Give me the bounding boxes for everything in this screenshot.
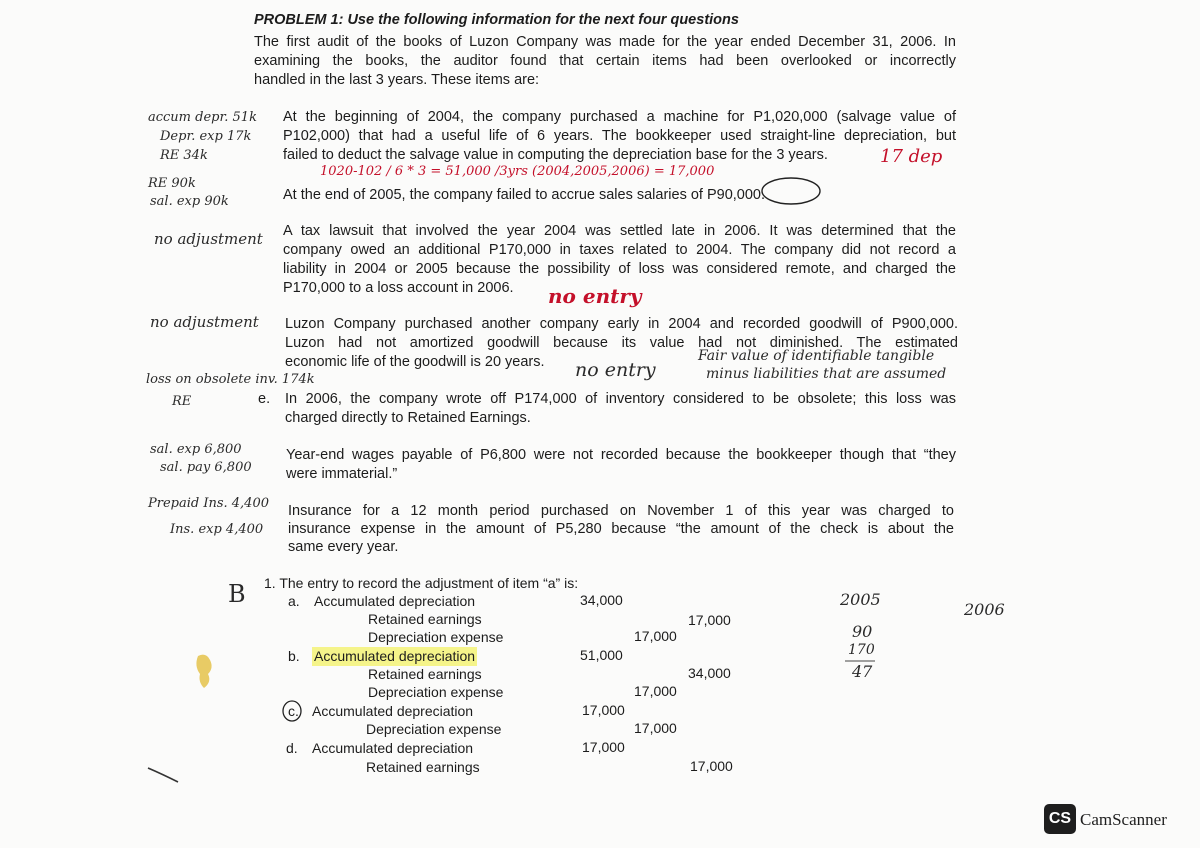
note-f-left-2: sal. pay 6,800 bbox=[160, 460, 252, 475]
note-year-2005: 2005 bbox=[840, 590, 881, 609]
option-a-credit-3: 17,000 bbox=[634, 628, 677, 644]
note-d-right: no entry bbox=[575, 359, 656, 381]
option-b-credit-3: 17,000 bbox=[634, 683, 677, 699]
option-c-debit-1: 17,000 bbox=[582, 702, 625, 718]
item-e-line-2: charged directly to Retained Earnings. bbox=[285, 410, 531, 426]
calc-rule bbox=[845, 658, 877, 664]
intro-line-2: examining the books, the auditor found that certain items had been overlooked or incorrectly bbox=[254, 53, 956, 69]
note-a-left-3: RE 34k bbox=[160, 148, 208, 163]
note-f-left-1: sal. exp 6,800 bbox=[150, 442, 242, 457]
note-g-left-1: Prepaid Ins. 4,400 bbox=[148, 496, 269, 511]
note-e-left-2: RE bbox=[172, 394, 192, 409]
item-c-line-1: A tax lawsuit that involved the year 2004 was settled late in 2006. It was determined that the bbox=[283, 223, 956, 239]
camscanner-name: CamScanner bbox=[1080, 810, 1167, 829]
option-c-credit-2: 17,000 bbox=[634, 720, 677, 736]
item-a-line-2: P102,000) that had a useful life of 6 years. The bookkeeper used straight-line depreciation, but bbox=[283, 128, 956, 144]
note-e-left-1: loss on obsolete inv. 174k bbox=[146, 372, 315, 387]
intro-line-3: handled in the last 3 years. These items are: bbox=[254, 72, 540, 88]
note-d-left: no adjustment bbox=[150, 313, 259, 331]
option-d-debit-1: 17,000 bbox=[582, 739, 625, 755]
note-a-left-1: accum depr. 51k bbox=[148, 110, 257, 125]
option-d-credit-2: 17,000 bbox=[690, 758, 733, 774]
note-b-left-2: sal. exp 90k bbox=[150, 194, 229, 209]
note-calc-1: 90 bbox=[852, 622, 873, 641]
note-calc-3: 47 bbox=[852, 662, 873, 681]
note-a-calc: 1020-102 / 6 * 3 = 51,000 /3yrs (2004,2005,2006) = 17,000 bbox=[320, 164, 715, 179]
option-d-account-2: Retained earnings bbox=[366, 759, 480, 775]
item-f-line-2: were immaterial.” bbox=[286, 466, 398, 482]
note-c-right: no entry bbox=[548, 284, 642, 308]
item-g-line-2: insurance expense in the amount of P5,280 because “the amount of the check is about the bbox=[288, 521, 954, 537]
note-a-left-2: Depr. exp 17k bbox=[160, 129, 252, 144]
note-d-paren-1: Fair value of identifiable tangible bbox=[698, 348, 935, 364]
item-c-line-4: P170,000 to a loss account in 2006. bbox=[283, 280, 514, 296]
option-b-debit-1: 51,000 bbox=[580, 647, 623, 663]
item-c-line-2: company owed an additional P170,000 in taxes related to 2004. The company did not record a bbox=[283, 242, 956, 258]
note-b-left-1: RE 90k bbox=[148, 176, 196, 191]
note-calc-2: 170 bbox=[848, 642, 875, 658]
option-c-letter: c. bbox=[288, 703, 299, 719]
item-f-line-1: Year-end wages payable of P6,800 were not recorded because the bookkeeper though that “they bbox=[286, 447, 956, 463]
option-c-account-2: Depreciation expense bbox=[366, 721, 502, 737]
p90000-circle bbox=[760, 176, 822, 206]
option-a-credit-2: 17,000 bbox=[688, 612, 731, 628]
item-b-text: At the end of 2005, the company failed to accrue sales salaries of P90,000. bbox=[283, 187, 766, 203]
item-a-line-3: failed to deduct the salvage value in computing the depreciation base for the 3 years. bbox=[283, 147, 828, 163]
option-a-account-2: Retained earnings bbox=[368, 611, 482, 627]
item-g-line-3: same every year. bbox=[288, 539, 399, 555]
option-a-letter: a. bbox=[288, 593, 300, 609]
option-b-account-2: Retained earnings bbox=[368, 666, 482, 682]
option-a-debit-1: 34,000 bbox=[580, 592, 623, 608]
item-d-line-2: Luzon had not amortized goodwill because its value had not diminished. The estimated bbox=[285, 335, 958, 351]
intro-line-1: The first audit of the books of Luzon Company was made for the year ended December 31, 2006. In bbox=[254, 34, 956, 50]
item-e-marker: e. bbox=[258, 391, 271, 407]
item-e-line-1: In 2006, the company wrote off P174,000 of inventory considered to be obsolete; this loss was bbox=[285, 391, 956, 407]
option-d-letter: d. bbox=[286, 740, 298, 756]
camscanner-badge: CS bbox=[1044, 804, 1076, 834]
option-b-letter: b. bbox=[288, 648, 300, 664]
item-d-line-1: Luzon Company purchased another company early in 2004 and recorded goodwill of P900,000. bbox=[285, 316, 958, 332]
option-c-circle bbox=[281, 699, 303, 723]
note-c-left: no adjustment bbox=[154, 230, 263, 248]
item-c-line-3: liability in 2004 or 2005 because the possibility of loss was considered remote, and charged the bbox=[283, 261, 956, 277]
item-g-line-1: Insurance for a 12 month period purchased on November 1 of this year was charged to bbox=[288, 503, 954, 519]
note-g-left-2: Ins. exp 4,400 bbox=[170, 522, 264, 537]
option-b-account-1: Accumulated depreciation bbox=[314, 648, 476, 664]
note-year-2006: 2006 bbox=[964, 600, 1005, 619]
option-a-account-3: Depreciation expense bbox=[368, 629, 504, 645]
note-d-paren-2: minus liabilities that are assumed bbox=[706, 366, 947, 382]
option-b-account-3: Depreciation expense bbox=[368, 684, 504, 700]
note-a-side: 17 dep bbox=[880, 146, 943, 167]
option-a-account-1: Accumulated depreciation bbox=[314, 593, 476, 609]
note-answer: B bbox=[228, 580, 246, 608]
item-d-line-3: economic life of the goodwill is 20 years. bbox=[285, 354, 545, 370]
option-c-account-1: Accumulated depreciation bbox=[312, 703, 474, 719]
option-b-credit-2: 34,000 bbox=[688, 665, 731, 681]
question-stem: 1. The entry to record the adjustment of item “a” is: bbox=[264, 575, 579, 591]
item-a-line-1: At the beginning of 2004, the company purchased a machine for P1,020,000 (salvage value of bbox=[283, 109, 956, 125]
option-d-account-1: Accumulated depreciation bbox=[312, 740, 474, 756]
pen-stroke bbox=[146, 764, 182, 786]
problem-title: PROBLEM 1: Use the following information for the next four questions bbox=[254, 12, 739, 28]
ink-blot bbox=[192, 652, 218, 692]
